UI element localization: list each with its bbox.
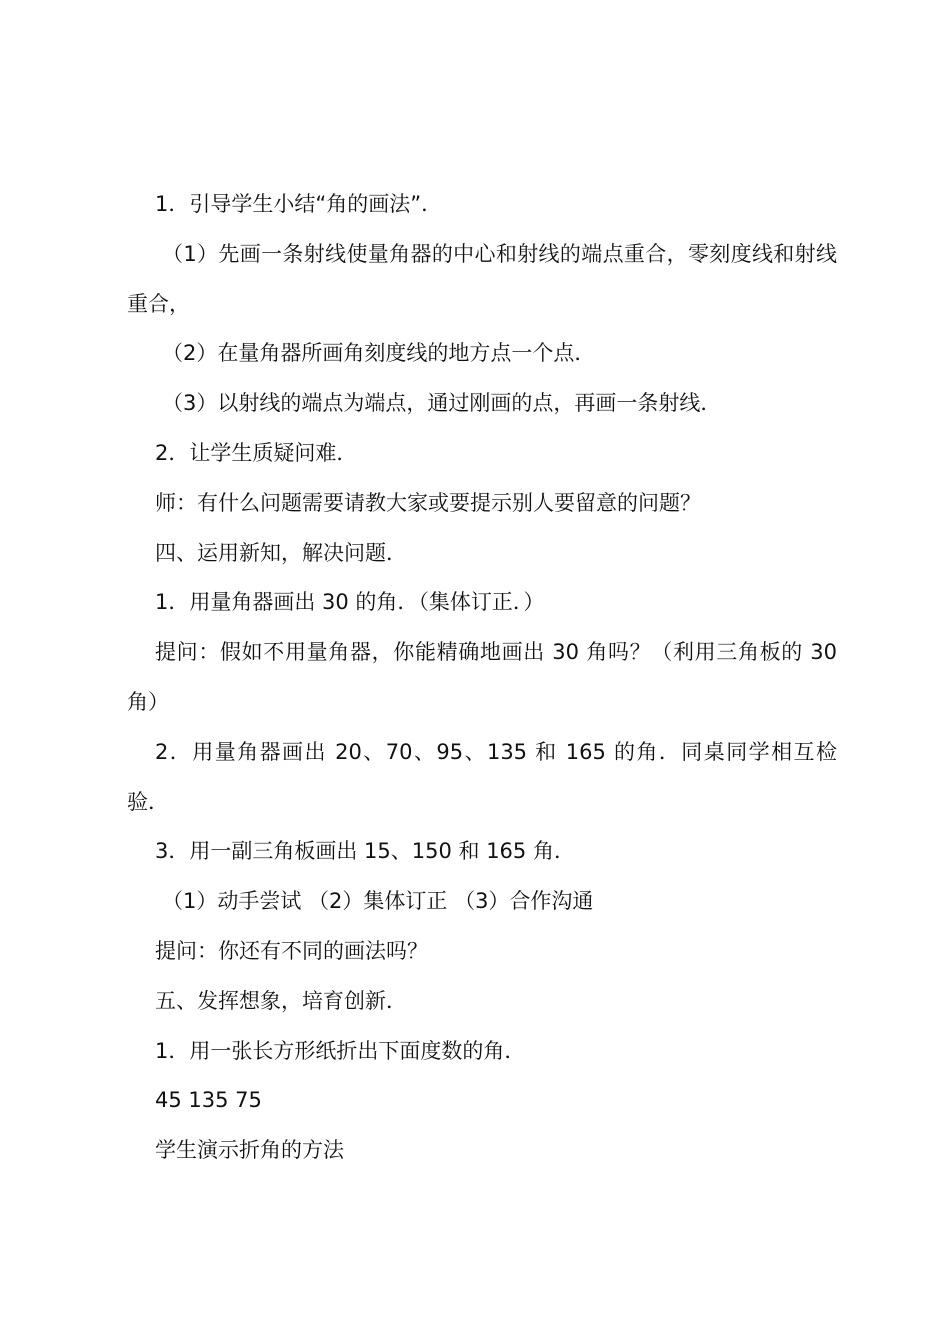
paragraph-step-2: （2）在量角器所画角刻度线的地方点一个点． — [162, 341, 596, 366]
document-body — [127, 180, 837, 1176]
paragraph-summary-heading: 1．引导学生小结“角的画法”． — [155, 192, 443, 216]
paragraph-activity-steps: （1）动手尝试 （2）集体订正 （3）合作沟通 — [162, 889, 594, 914]
paragraph-fold-exercise: 1．用一张长方形纸折出下面度数的角． — [155, 1038, 526, 1063]
paragraph-exercise-2: 2．用量角器画出 20、70、95、135 和 165 的角．同桌同学相互检验． — [127, 739, 837, 814]
section-heading-apply: 四、运用新知，解决问题． — [155, 540, 407, 565]
paragraph-exercise-1: 1．用量角器画出 30 的角．（集体订正．） — [155, 590, 545, 615]
paragraph-step-1: （1）先画一条射线使量角器的中心和射线的端点重合，零刻度线和射线重合， — [127, 241, 837, 316]
paragraph-student-demo: 学生演示折角的方法 — [155, 1138, 344, 1163]
section-heading-imagination: 五、发挥想象，培育创新． — [155, 988, 407, 1013]
paragraph-exercise-3: 3．用一副三角板画出 15、150 和 165 角． — [155, 839, 575, 864]
paragraph-question-other: 提问：你还有不同的画法吗？ — [155, 938, 428, 963]
paragraph-question-30: 提问：假如不用量角器，你能精确地画出 30 角吗？（利用三角板的 30 角） — [127, 640, 837, 714]
paragraph-step-3: （3）以射线的端点为端点，通过刚画的点，再画一条射线． — [162, 391, 722, 416]
paragraph-fold-degrees: 45 135 75 — [155, 1088, 262, 1113]
paragraph-teacher-prompt: 师：有什么问题需要请教大家或要提示别人要留意的问题？ — [155, 490, 701, 515]
paragraph-questions-heading: 2．让学生质疑问难． — [155, 440, 358, 465]
